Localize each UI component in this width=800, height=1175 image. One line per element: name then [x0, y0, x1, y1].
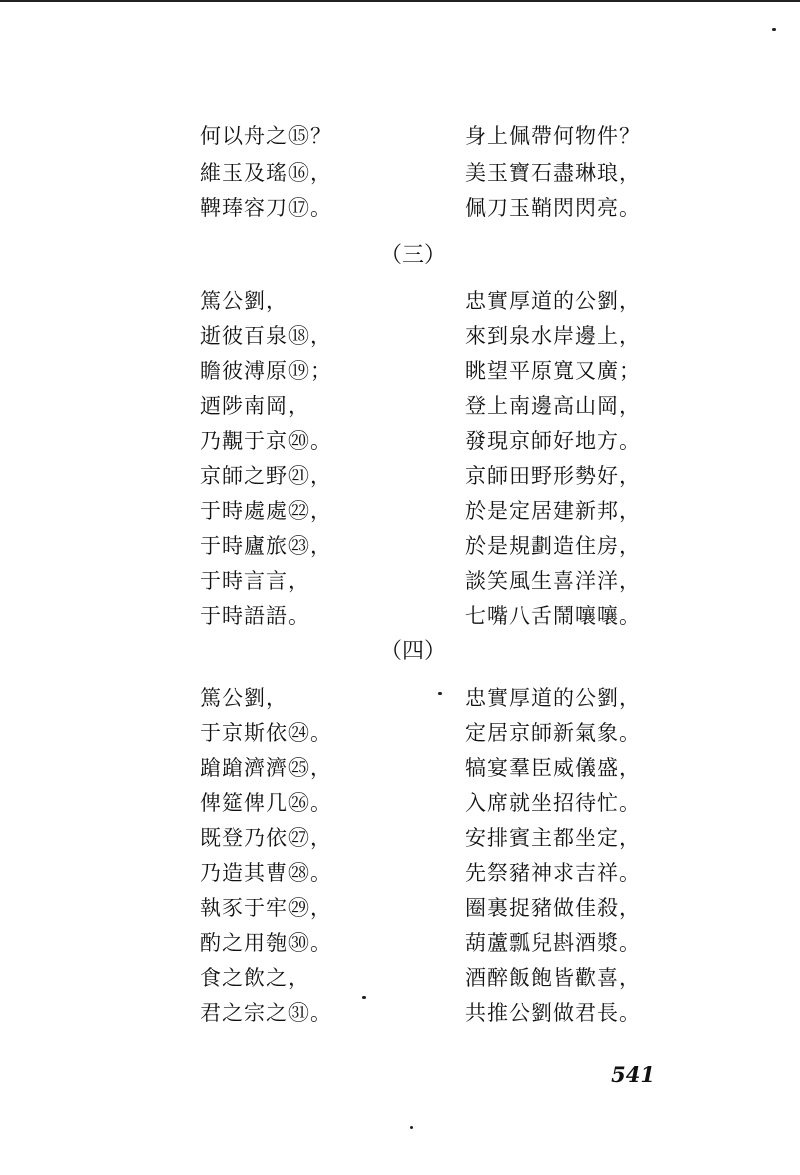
translation-line: 忠實厚道的公劉， [465, 686, 641, 710]
translation-line: 於是規劃造住房， [465, 534, 641, 558]
section-heading-four: （四） [380, 639, 447, 664]
original-line: 君之宗之㉛。 [200, 1001, 332, 1025]
page-number: 541 [611, 1062, 655, 1087]
original-line: 食之飲之， [200, 966, 310, 990]
original-line: 迺陟南岡， [200, 394, 310, 418]
original-line: 于京斯依㉔。 [200, 721, 332, 745]
translation-line: 登上南邊高山岡， [465, 394, 641, 418]
ink-speck [410, 1126, 413, 1129]
original-line: 乃造其曹㉘。 [200, 861, 332, 885]
translation-line: 忠實厚道的公劉， [465, 289, 641, 313]
translation-line: 先祭豬神求吉祥。 [465, 861, 641, 885]
original-line: 俾筵俾几㉖。 [200, 791, 332, 815]
section-heading-three: （三） [380, 243, 447, 268]
translation-line: 定居京師新氣象。 [465, 721, 641, 745]
translation-line: 發現京師好地方。 [465, 429, 641, 453]
original-line: 于時言言， [200, 569, 310, 593]
original-line: 鞞琫容刀⑰。 [200, 196, 332, 220]
translation-line: 圈裏捉豬做佳殺， [465, 896, 641, 920]
original-line: 瞻彼溥原⑲； [200, 359, 332, 383]
translation-line: 於是定居建新邦， [465, 499, 641, 523]
original-line: 于時廬旅㉓， [200, 534, 332, 558]
original-line: 篤公劉， [200, 686, 288, 710]
original-line: 執豕于牢㉙， [200, 896, 332, 920]
original-line: 于時處處㉒， [200, 499, 332, 523]
translation-line: 眺望平原寬又廣； [465, 359, 641, 383]
translation-line: 共推公劉做君長。 [465, 1001, 641, 1025]
translation-line: 談笑風生喜洋洋， [465, 569, 641, 593]
original-line: 維玉及瑤⑯， [200, 161, 332, 185]
ink-speck [362, 996, 366, 999]
translation-line: 酒醉飯飽皆歡喜， [465, 966, 641, 990]
translation-line: 入席就坐招待忙。 [465, 791, 641, 815]
ink-speck [772, 28, 776, 31]
original-line: 蹌蹌濟濟㉕， [200, 756, 332, 780]
original-line: 乃覯于京⑳。 [200, 429, 332, 453]
translation-line: 美玉寶石盡琳琅， [465, 161, 641, 185]
original-line: 何以舟之⑮？ [200, 124, 332, 148]
translation-line: 來到泉水岸邊上， [465, 324, 641, 348]
translation-line: 京師田野形勢好， [465, 464, 641, 488]
translation-line: 犒宴羣臣威儀盛， [465, 756, 641, 780]
translation-line: 葫蘆瓢兒斟酒漿。 [465, 931, 641, 955]
ink-speck [438, 692, 442, 695]
original-line: 既登乃依㉗， [200, 826, 332, 850]
translation-line: 安排賓主都坐定， [465, 826, 641, 850]
translation-line: 佩刀玉鞘閃閃亮。 [465, 196, 641, 220]
translation-line: 身上佩帶何物件？ [465, 124, 641, 148]
original-line: 酌之用匏㉚。 [200, 931, 332, 955]
scan-edge [0, 0, 800, 2]
original-line: 逝彼百泉⑱， [200, 324, 332, 348]
original-line: 于時語語。 [200, 604, 310, 628]
original-line: 京師之野㉑， [200, 464, 332, 488]
translation-line: 七嘴八舌鬧嚷嚷。 [465, 604, 641, 628]
original-line: 篤公劉， [200, 289, 288, 313]
